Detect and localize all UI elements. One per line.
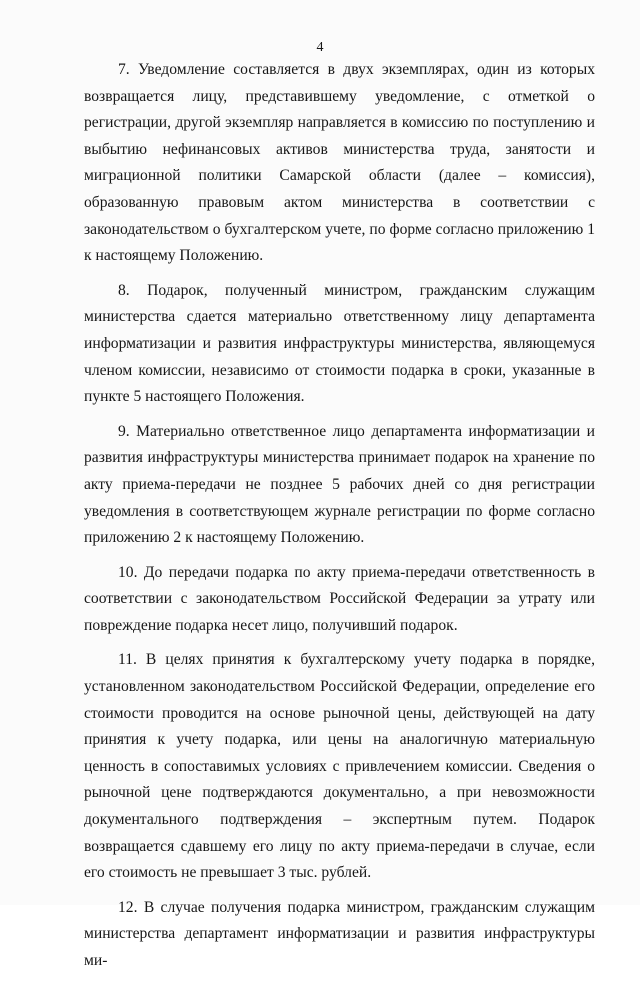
paragraph-11: 11. В целях принятия к бухгалтерскому учету подарка в порядке, установленном законодательством Российской Федерации, определение его стоимости проводится на основе рыночной цены, действующей на дату принятия к учету подарка, или цены на аналогичную материальную ценность в сопоставимых условиях с привлечением комиссии. Сведения о рыночной цене подтверждаются документально, а при невозможности документального подтверждения – экспертным путем. Подарок возвращается сдавшему его лицу по акту приема-передачи в случае, если его стоимость не превышает 3 тыс. рублей. (84, 651, 595, 882)
paragraph-8: 8. Подарок, полученный министром, гражданским служащим министерства сдается материально ответственному лицу департамента информатизации и развития инфраструктуры министерства, являющемуся членом комиссии, независимо от стоимости подарка в сроки, указанные в пункте 5 настоящего Положения. (84, 281, 595, 406)
document-body (84, 57, 595, 983)
paragraph-9: 9. Материально ответственное лицо департамента информатизации и развития инфраструктуры министерства принимает подарок на хранение по акту приема-передачи не позднее 5 рабочих дней со дня регистрации уведомления в соответствующем журнале регистрации по форме согласно приложению 2 к настоящему Положению. (84, 422, 595, 547)
page-number: 4 (316, 40, 324, 55)
paragraph-7: 7. Уведомление составляется в двух экземплярах, один из которых возвращается лицу, представившему уведомление, с отметкой о регистрации, другой экземпляр направляется в комиссию по поступлению и выбытию нефинансовых активов министерства труда, занятости и миграционной политики Самарской области (далее – комиссия), образованную правовым актом министерства в соответствии с законодательством о бухгалтерском учете, по форме согласно приложению 1 к настоящему Положению. (84, 61, 595, 265)
paragraph-12: 12. В случае получения подарка министром, гражданским служащим министерства департамент информатизации и развития инфраструктуры ми- (84, 898, 595, 969)
paragraph-10: 10. До передачи подарка по акту приема-передачи ответственность в соответствии с законодательством Российской Федерации за утрату или повреждение подарка несет лицо, получивший подарок. (84, 563, 595, 634)
